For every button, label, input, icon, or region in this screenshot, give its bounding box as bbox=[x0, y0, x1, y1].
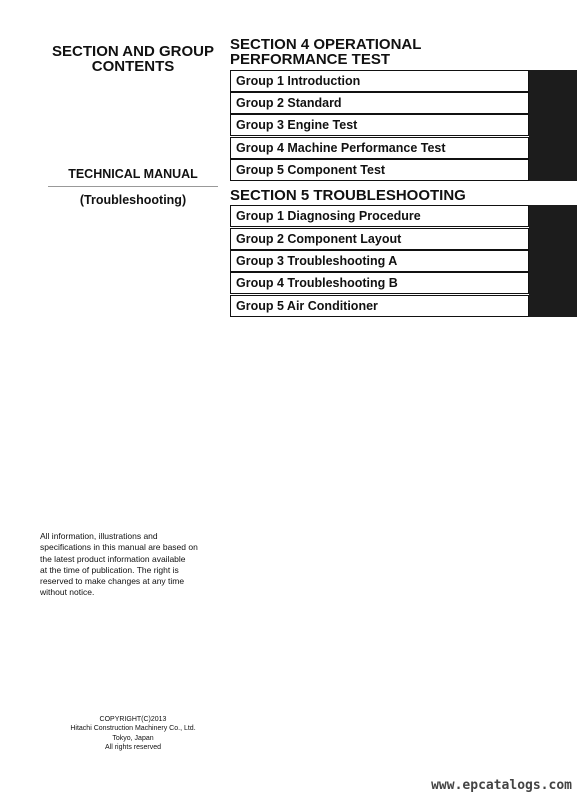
copyright-line: All rights reserved bbox=[104, 743, 162, 751]
copyright-block bbox=[48, 715, 218, 752]
copyright-line: COPYRIGHT(C)2013 bbox=[99, 716, 167, 723]
section-5-tab bbox=[529, 205, 577, 317]
watermark: www.epcatalogs.com bbox=[431, 778, 572, 793]
contents-title-line2: CONTENTS bbox=[91, 58, 175, 75]
section-5-group-3[interactable]: Group 3 Troubleshooting A bbox=[230, 250, 529, 272]
notice-line: specifications in this manual are based on bbox=[40, 542, 198, 553]
section-4-group-5[interactable]: Group 5 Component Test bbox=[230, 159, 529, 181]
section-4-group-2[interactable]: Group 2 Standard bbox=[230, 92, 529, 114]
copyright-line: Hitachi Construction Machinery Co., Ltd. bbox=[70, 725, 196, 733]
copyright-line: Tokyo, Japan bbox=[112, 734, 154, 742]
section-4-heading bbox=[230, 37, 421, 67]
contents-title-line1: SECTION AND GROUP bbox=[52, 43, 214, 60]
section-4-tab bbox=[529, 70, 577, 181]
notice-line: at the time of publication. The right is bbox=[40, 564, 179, 575]
section-5-heading bbox=[230, 188, 466, 203]
manual-title: TECHNICAL MANUAL bbox=[68, 167, 198, 181]
section-5-group-4[interactable]: Group 4 Troubleshooting B bbox=[230, 272, 529, 294]
section-4-group-3[interactable]: Group 3 Engine Test bbox=[230, 114, 529, 136]
notice-line: without notice. bbox=[40, 587, 95, 598]
section-4-group-1[interactable]: Group 1 Introduction bbox=[230, 70, 529, 92]
section-5-group-1[interactable]: Group 1 Diagnosing Procedure bbox=[230, 205, 529, 227]
section-5-group-2[interactable]: Group 2 Component Layout bbox=[230, 228, 529, 250]
section-4-heading-line1: SECTION 4 OPERATIONAL bbox=[230, 36, 422, 53]
section-5-group-5[interactable]: Group 5 Air Conditioner bbox=[230, 295, 529, 317]
publication-notice bbox=[40, 531, 220, 599]
notice-line: reserved to make changes at any time bbox=[40, 576, 185, 587]
section-4-group-4[interactable]: Group 4 Machine Performance Test bbox=[230, 137, 529, 159]
section-4-heading-line2: PERFORMANCE TEST bbox=[230, 51, 391, 68]
manual-subtitle: (Troubleshooting) bbox=[79, 193, 187, 207]
section-5-heading-line1: SECTION 5 TROUBLESHOOTING bbox=[230, 187, 466, 204]
notice-line: All information, illustrations and bbox=[40, 531, 158, 541]
notice-line: the latest product information available bbox=[40, 553, 186, 564]
contents-title bbox=[44, 44, 222, 74]
manual-divider bbox=[48, 186, 218, 187]
